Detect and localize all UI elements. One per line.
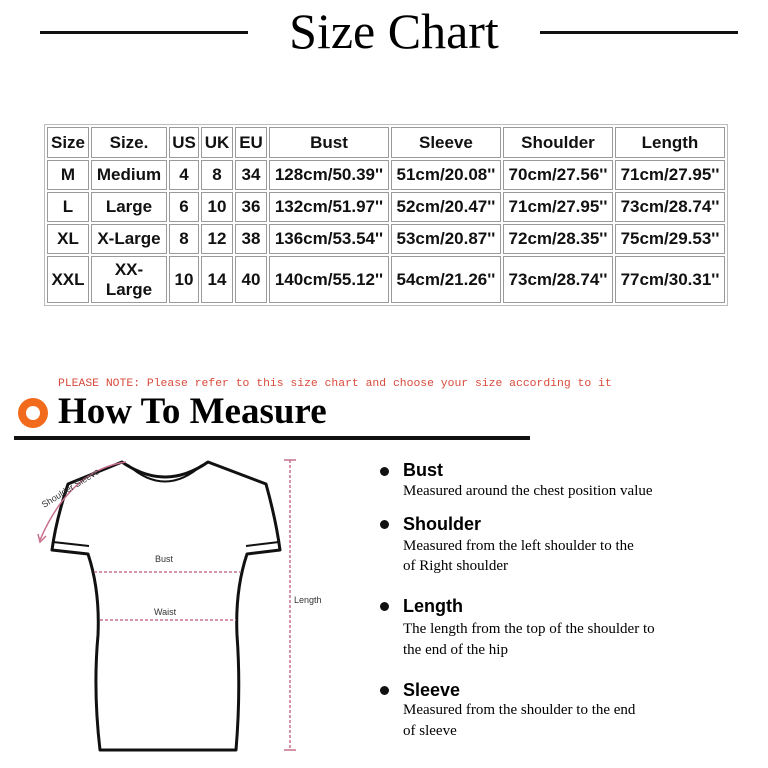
measure-desc: The length from the top of the shoulder to <box>403 621 655 637</box>
column-header: EU <box>235 127 267 158</box>
title-rule-left <box>40 31 248 34</box>
table-cell: 54cm/21.26'' <box>391 256 501 303</box>
column-header: Bust <box>269 127 389 158</box>
table-cell: 8 <box>169 224 199 254</box>
table-cell: X-Large <box>91 224 167 254</box>
table-cell: 71cm/27.95'' <box>615 160 725 190</box>
section-title: How To Measure <box>58 391 327 432</box>
bust-label: Bust <box>155 554 174 564</box>
measure-desc: Measured around the chest position value <box>403 483 653 499</box>
tshirt-outline <box>52 462 280 750</box>
bullet-icon <box>380 686 389 695</box>
column-header: US <box>169 127 199 158</box>
table-cell: 38 <box>235 224 267 254</box>
size-note: PLEASE NOTE: Please refer to this size chart and choose your size according to it <box>58 378 612 390</box>
size-chart-table <box>44 124 728 306</box>
measure-title: Bust <box>403 460 443 480</box>
bullet-icon <box>380 520 389 529</box>
shoulder-sleeve-label: Shoulder Sleeve <box>39 466 102 510</box>
table-row <box>47 192 725 222</box>
tshirt-diagram <box>30 450 350 768</box>
table-cell: XX-Large <box>91 256 167 303</box>
table-row <box>47 256 725 303</box>
table-cell: 140cm/55.12'' <box>269 256 389 303</box>
measure-desc: the end of the hip <box>403 642 508 658</box>
table-cell: 8 <box>201 160 233 190</box>
section-rule <box>14 436 530 440</box>
title-rule-right <box>540 31 738 34</box>
length-label: Length <box>294 595 322 605</box>
table-cell: 71cm/27.95'' <box>503 192 613 222</box>
table-header-row <box>47 127 725 158</box>
measure-desc: of Right shoulder <box>403 558 508 574</box>
table-cell: 128cm/50.39'' <box>269 160 389 190</box>
column-header: Size. <box>91 127 167 158</box>
table-cell: 10 <box>201 192 233 222</box>
table-row <box>47 160 725 190</box>
table-cell: 73cm/28.74'' <box>503 256 613 303</box>
column-header: Sleeve <box>391 127 501 158</box>
table-cell: Medium <box>91 160 167 190</box>
column-header: Shoulder <box>503 127 613 158</box>
table-cell: 132cm/51.97'' <box>269 192 389 222</box>
waist-label: Waist <box>154 607 177 617</box>
table-cell: 73cm/28.74'' <box>615 192 725 222</box>
table-cell: 72cm/28.35'' <box>503 224 613 254</box>
measure-title: Sleeve <box>403 680 461 700</box>
measure-title: Shoulder <box>403 514 482 534</box>
measure-title: Length <box>403 596 463 616</box>
table-row <box>47 224 725 254</box>
table-cell: 53cm/20.87'' <box>391 224 501 254</box>
table-cell: 34 <box>235 160 267 190</box>
table-cell: 12 <box>201 224 233 254</box>
measure-desc: Measured from the shoulder to the end <box>403 702 636 718</box>
table-cell: L <box>47 192 89 222</box>
table-cell: XXL <box>47 256 89 303</box>
table-cell: 51cm/20.08'' <box>391 160 501 190</box>
table-cell: 77cm/30.31'' <box>615 256 725 303</box>
tshirt-diagram-svg <box>30 450 350 768</box>
column-header: Length <box>615 127 725 158</box>
bullet-icon <box>380 467 389 476</box>
table-cell: 136cm/53.54'' <box>269 224 389 254</box>
measure-desc: Measured from the left shoulder to the <box>403 538 634 554</box>
circle-bullet-icon <box>18 398 48 428</box>
table-cell: 14 <box>201 256 233 303</box>
column-header: UK <box>201 127 233 158</box>
table-cell: 10 <box>169 256 199 303</box>
page-title: Size Chart <box>289 3 499 59</box>
table-cell: 6 <box>169 192 199 222</box>
table-cell: 52cm/20.47'' <box>391 192 501 222</box>
table-cell: 36 <box>235 192 267 222</box>
table-cell: XL <box>47 224 89 254</box>
column-header: Size <box>47 127 89 158</box>
table-cell: 70cm/27.56'' <box>503 160 613 190</box>
table-cell: Large <box>91 192 167 222</box>
table-cell: 40 <box>235 256 267 303</box>
measure-desc: of sleeve <box>403 723 457 739</box>
table-cell: 4 <box>169 160 199 190</box>
table-cell: M <box>47 160 89 190</box>
bullet-icon <box>380 602 389 611</box>
table-cell: 75cm/29.53'' <box>615 224 725 254</box>
